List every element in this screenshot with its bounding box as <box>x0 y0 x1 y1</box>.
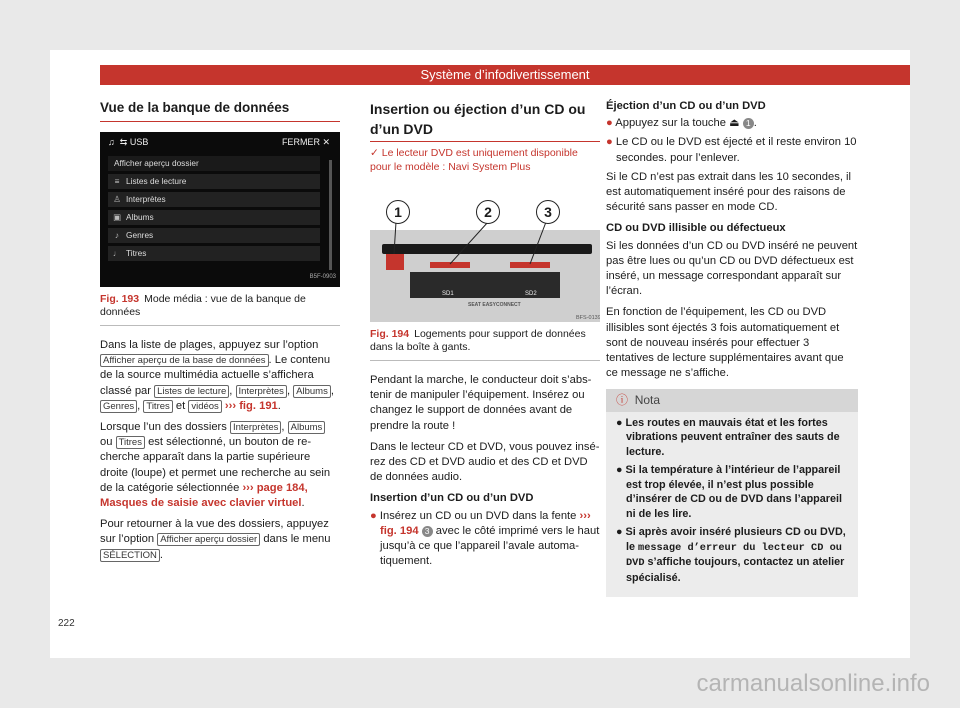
svg-text:BFS-0139: BFS-0139 <box>576 315 600 321</box>
section-heading: Insertion ou éjection d’un CD ou d’un DVD <box>370 99 600 142</box>
glove-box-figure <box>370 192 600 322</box>
paragraph: Pour retourner à la vue des dossiers, appuyez sur l’option Afficher aperçu dossier dans le menu SÉLECTION . <box>100 518 331 561</box>
callout-2: 2 <box>476 200 500 224</box>
check-icon: ✓ <box>370 147 379 159</box>
music-icon: ♫ <box>108 137 115 147</box>
usb-label: ♫ ⇆ USB <box>108 137 149 147</box>
ref-number-badge: 1 <box>743 118 754 129</box>
screen-row: ≡ Listes de lecture <box>108 174 320 189</box>
cross-reference: ››› page 184, Masques de saisie avec clavier virtuel <box>100 481 308 510</box>
screen-scrollbar <box>329 160 332 270</box>
callout-3: 3 <box>536 200 560 224</box>
sub-heading: Insertion d’un CD ou d’un DVD <box>370 492 534 505</box>
screen-row: ♩ Titres <box>108 246 320 261</box>
close-label: FERMER ✕ <box>281 137 330 147</box>
screen-row: ♙ Interprètes <box>108 192 320 207</box>
paragraph: En fonction de l’équipement, les CD ou DVD illisibles sont éjectés 3 fois automatiquement et sont de nouveau insérés pour effectuer 3 tentatives de lecture supplémentaires avant que ce message ne s’affiche. <box>606 306 844 380</box>
bullet-item: ● Insérez un CD ou un DVD dans la fente ››› fig. 194 3 avec le côté imprimé vers le haut jusqu’à ce que l’appareil l’avale automatiquement. <box>370 509 600 568</box>
nota-box <box>606 389 858 597</box>
paragraph: Si les données d’un CD ou DVD inséré ne peuvent pas être lues ou qu’un CD ou DVD défectueux est inséré, un message correspondant apparaît sur l’écran. <box>606 239 858 298</box>
svg-text:SD2: SD2 <box>525 291 537 297</box>
album-icon: ▣ <box>113 212 121 222</box>
option-key: Afficher aperçu de la base de données <box>100 354 269 367</box>
bullet-item: ● Appuyez sur la touche ⏏ 1 . <box>606 117 757 130</box>
page-header: Système d’infodivertissement <box>100 65 910 85</box>
availability-note: ✓ Le lecteur DVD est uniquement disponible pour le modèle : Navi System Plus <box>370 147 578 173</box>
callout-1: 1 <box>386 200 410 224</box>
usb-icon: ⇆ <box>119 137 128 147</box>
screen-row-header: Afficher aperçu dossier <box>108 156 320 171</box>
ref-number-badge: 3 <box>422 526 433 537</box>
column-1 <box>100 99 340 569</box>
screen-top-bar <box>100 132 340 148</box>
paragraph: Lorsque l’un des dossiers Interprètes , Albums ou Titres est sélectionné, un bouton de recherche apparaît dans la partie supérieure droite (loupe) et permet une recherche au sein de la catégorie sélectionnée ››› page 184, Masques de saisie avec clavier virtuel. <box>100 421 331 510</box>
figure-caption: Fig. 193 Mode média : vue de la banque de données <box>100 293 340 326</box>
sub-heading: Éjection d’un CD ou d’un DVD <box>606 100 766 112</box>
column-3 <box>606 99 858 597</box>
figure-code: B5F-0903 <box>309 273 336 280</box>
close-icon: ✕ <box>322 137 330 147</box>
column-2 <box>370 99 600 573</box>
nota-bullet: ● Les routes en mauvais état et les fortes vibrations peuvent entraîner des sauts de lecture. <box>616 416 840 458</box>
paragraph: Si le CD n’est pas extrait dans les 10 secondes, il est automatiquement inséré pour des raisons de sécurité sans passer en mode CD. <box>606 170 852 214</box>
paragraph: Dans la liste de plages, appuyez sur l’option Afficher aperçu de la base de données . Le contenu de la source multimédia actuelle s’affichera classé par Listes de lecture , Interprètes , Albums , Genres , Titres et vidéos ››› fig. 191. <box>100 339 334 412</box>
watermark: carmanualsonline.info <box>696 670 930 697</box>
nota-header: ⓘ Nota <box>606 389 858 412</box>
figure-caption: Fig. 194 Logements pour support de données dans la boîte à gants. <box>370 328 600 361</box>
screen-row: ♪ Genres <box>108 228 320 243</box>
manual-page <box>50 50 910 658</box>
genre-icon: ♪ <box>114 230 120 240</box>
media-screen-figure <box>100 132 340 287</box>
eject-icon: ⏏ <box>729 117 740 130</box>
artist-icon: ♙ <box>113 194 121 204</box>
title-icon: ♩ <box>112 248 122 258</box>
page-number: 222 <box>58 618 75 629</box>
nota-bullet: ● Si la température à l’intérieur de l’appareil est trop élevée, il n’est plus possible d’insérer de CD ou de DVD dans l’appareil ni de les lire. <box>616 464 842 520</box>
nota-bullet: ● Si après avoir inséré plusieurs CD ou DVD, le message d’erreur du lecteur CD ou DVD s’affiche toujours, contactez un atelier spécialisé. <box>616 526 846 584</box>
info-icon: ⓘ <box>616 393 629 408</box>
paragraph: Pendant la marche, le conducteur doit s’abstenir de manipuler l’équipement. Insérez ou changez le support de données avant de prendre la route ! <box>370 374 592 432</box>
paragraph: Dans le lecteur CD et DVD, vous pouvez insérez des CD et DVD audio et des CD et DVD de données audio. <box>370 440 600 484</box>
bullet-item: ● Le CD ou le DVD est éjecté et il reste environ 10 secondes. pour l’enlever. <box>606 136 857 164</box>
cross-reference: ››› fig. 191 <box>224 399 278 412</box>
sub-heading: CD ou DVD illisible ou défectueux <box>606 222 786 235</box>
playlist-icon: ≡ <box>114 176 120 186</box>
section-heading: Vue de la banque de données <box>100 99 340 122</box>
screen-row: ▣ Albums <box>108 210 320 225</box>
svg-text:SEAT EASYCONNECT: SEAT EASYCONNECT <box>468 302 521 308</box>
svg-text:SD1: SD1 <box>442 291 454 297</box>
